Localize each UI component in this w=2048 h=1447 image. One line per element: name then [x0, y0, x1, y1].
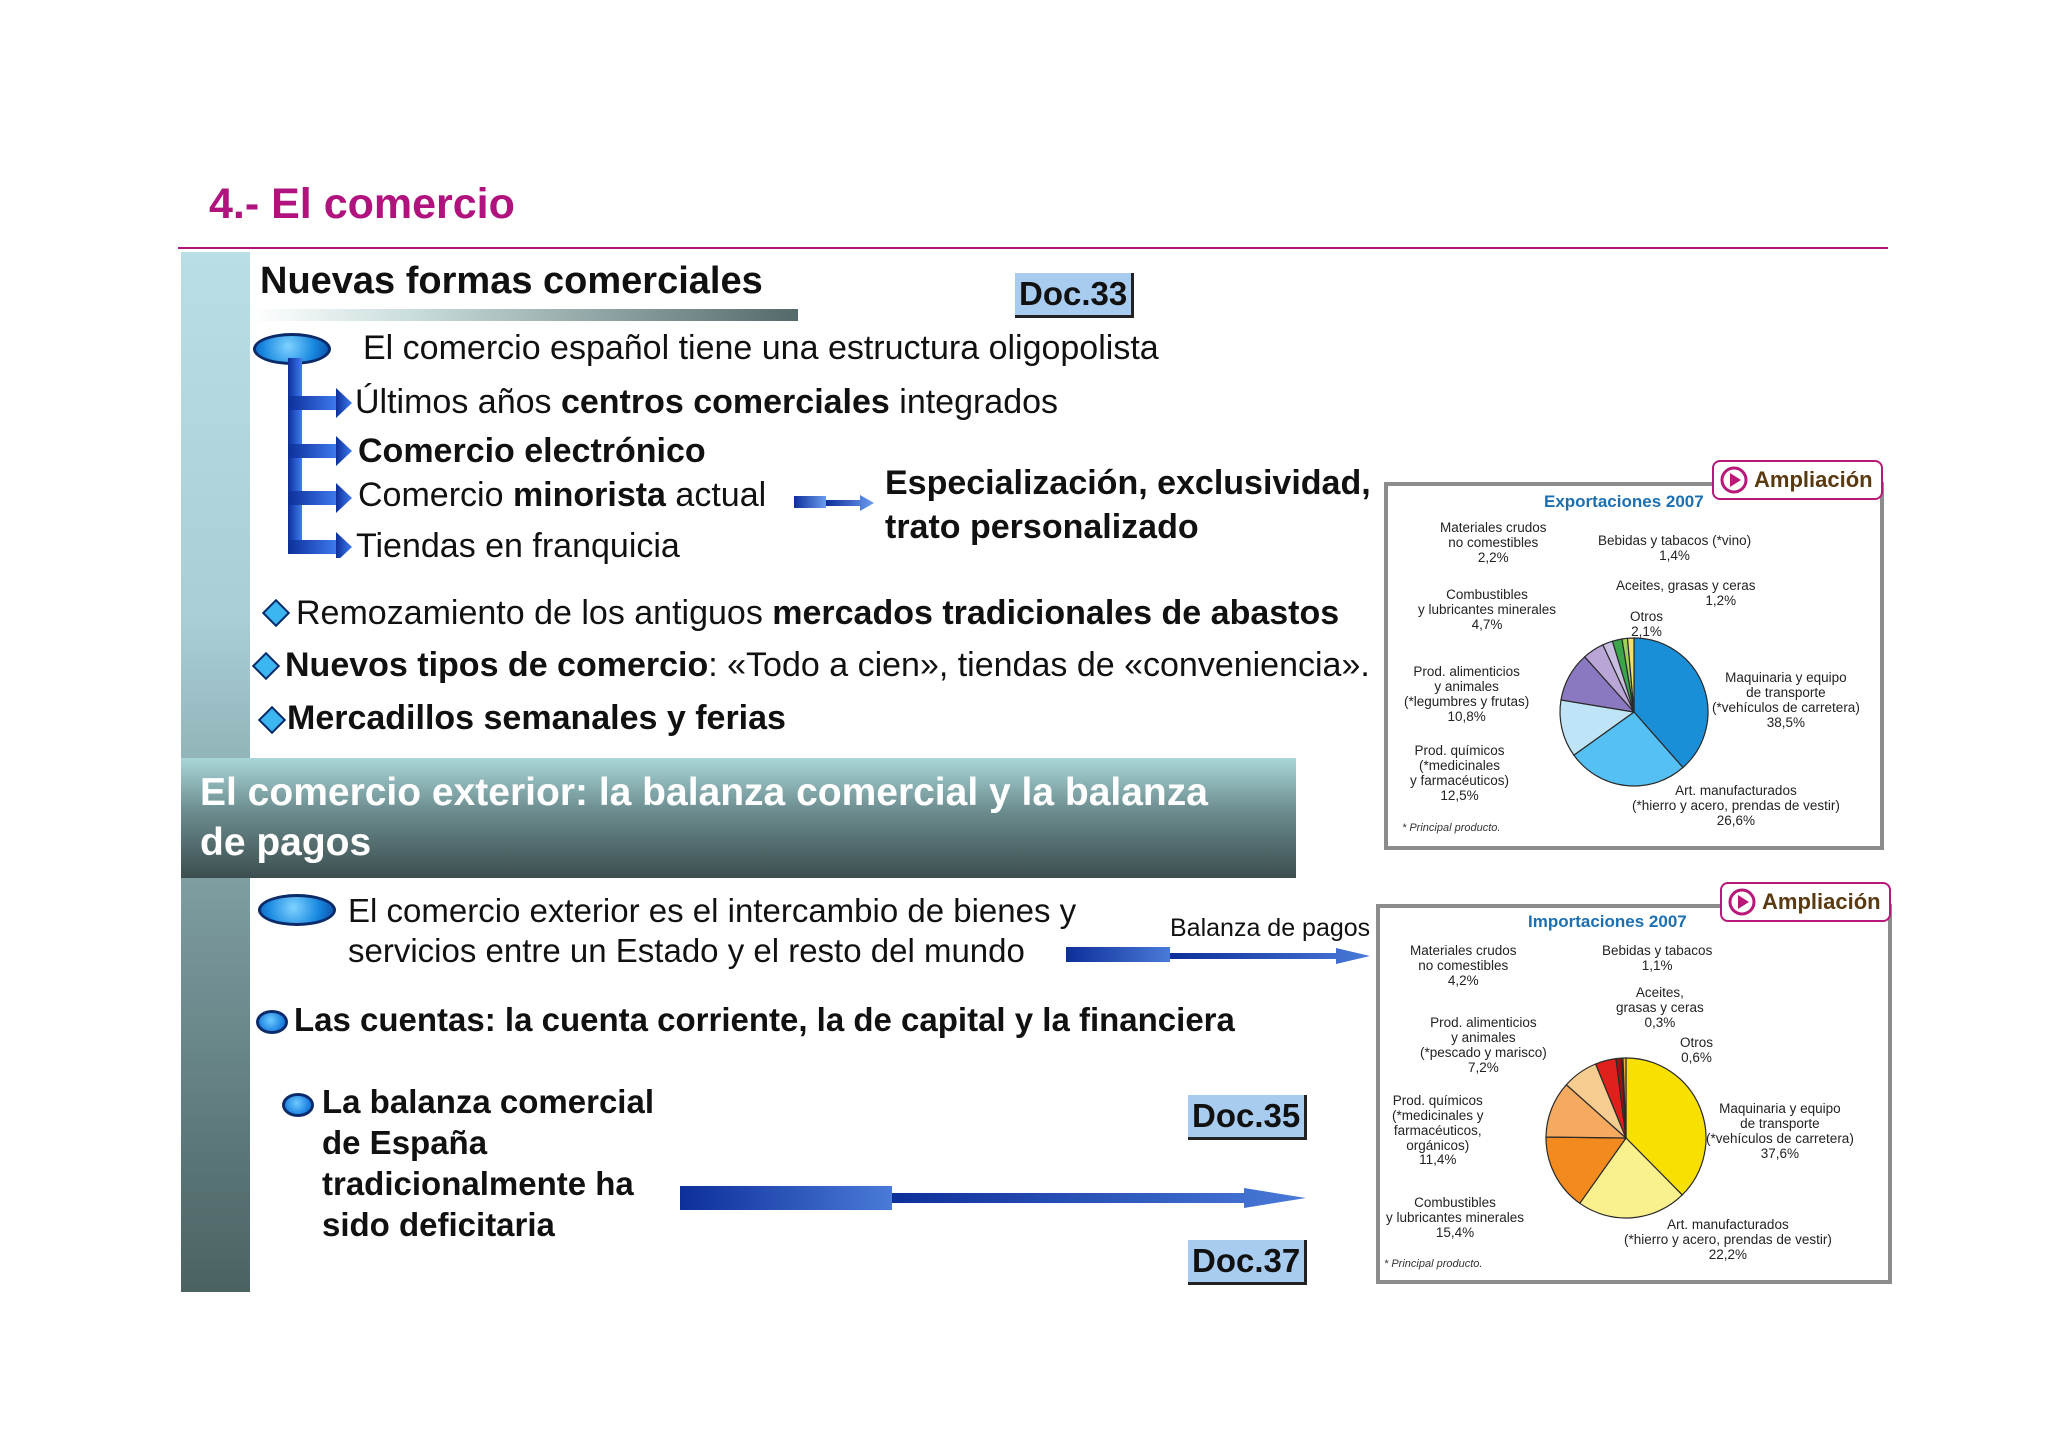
slice-label: Prod. químicos (*medicinales y farmacéuticos, orgánicos) 11,4% [1392, 1093, 1484, 1168]
diamond-bullet-icon [258, 706, 286, 734]
arrow-right-icon [1066, 944, 1370, 968]
slice-label: Combustibles y lubricantes minerales 4,7% [1418, 587, 1557, 632]
diamond-bullet-icon [262, 599, 290, 627]
slice-label: Otros 2,1% [1630, 609, 1664, 639]
slice-label: Aceites, grasas y ceras 0,3% [1616, 985, 1704, 1030]
doc35-label[interactable]: Doc.35 [1188, 1095, 1307, 1140]
slice-label: Aceites, grasas y ceras 1,2% [1616, 578, 1756, 608]
slice-label: Combustibles y lubricantes minerales 15,4% [1386, 1195, 1525, 1240]
cuentas-text: Las cuentas: la cuenta corriente, la de capital y la financiera [294, 1001, 1235, 1038]
ampliacion-label: Ampliación [1754, 467, 1873, 492]
bullet-text: Nuevos tipos de comercio: «Todo a cien», tiendas de «conveniencia». [285, 646, 1370, 684]
arrow-right-icon [794, 491, 874, 515]
page-title: 4.- El comercio [209, 180, 515, 228]
slice-label: Materiales crudos no comestibles 2,2% [1440, 520, 1547, 565]
slice-label: Bebidas y tabacos (*vino) 1,4% [1598, 533, 1752, 563]
intro-text: El comercio español tiene una estructura oligopolista [363, 329, 1159, 367]
chart-title: Exportaciones 2007 [1544, 492, 1704, 511]
section-heading-underline [250, 309, 798, 321]
slice-label: Prod. alimenticios y animales (*legumbres y frutas) 10,8% [1404, 664, 1530, 724]
doc33-label[interactable]: Doc.33 [1015, 273, 1134, 318]
play-icon [1720, 466, 1748, 494]
importaciones-chart [1376, 904, 1892, 1284]
list-item: Tiendas en franquicia [356, 527, 680, 565]
branch-arrows-icon [286, 358, 358, 558]
slice-label: Maquinaria y equipo de transporte (*vehículos de carretera) 37,6% [1706, 1101, 1854, 1161]
section-heading-comercio-exterior: El comercio exterior: la balanza comercial y la balanza de pagos [200, 771, 1208, 864]
doc37-label[interactable]: Doc.37 [1188, 1240, 1307, 1285]
slice-label: Materiales crudos no comestibles 4,2% [1410, 943, 1517, 988]
diamond-bullet-icon [252, 652, 280, 680]
slice-label: Otros 0,6% [1680, 1035, 1714, 1065]
slice-label: Maquinaria y equipo de transporte (*vehículos de carretera) 38,5% [1712, 670, 1860, 730]
chart-title: Importaciones 2007 [1528, 912, 1687, 931]
deficit-text: La balanza comercial de España tradicionalmente ha sido deficitaria [322, 1083, 654, 1243]
ampliacion-label: Ampliación [1762, 889, 1881, 914]
section-heading-nuevas-formas: Nuevas formas comerciales [260, 260, 763, 302]
slice-label: Art. manufacturados (*hierro y acero, prendas de vestir) 26,6% [1632, 783, 1840, 828]
slice-label: Prod. químicos (*medicinales y farmacéuticos) 12,5% [1410, 743, 1510, 803]
arrow-right-icon [680, 1182, 1306, 1214]
bullet-text: Mercadillos semanales y ferias [287, 699, 786, 737]
oval-bullet-icon [258, 894, 336, 926]
slice-label: Art. manufacturados (*hierro y acero, prendas de vestir) 22,2% [1624, 1217, 1832, 1262]
exportaciones-chart [1384, 482, 1884, 850]
bullet-text: Remozamiento de los antiguos mercados tradicionales de abastos [296, 594, 1340, 632]
ampliacion-button[interactable] [1720, 882, 1891, 922]
slice-label: Bebidas y tabacos 1,1% [1602, 943, 1713, 973]
ampliacion-button[interactable] [1712, 460, 1883, 500]
specialization-text: Especialización, exclusividad, trato personalizado [885, 464, 1371, 546]
list-item: Comercio minorista actual [358, 476, 767, 514]
definition-text: El comercio exterior es el intercambio de bienes y servicios entre un Estado y el resto del mundo [348, 892, 1077, 970]
play-icon [1728, 888, 1756, 916]
chart-footnote: * Principal producto. [1384, 1258, 1483, 1270]
chart-footnote: * Principal producto. [1402, 822, 1501, 834]
slice-label: Prod. alimenticios y animales (*pescado y marisco) 7,2% [1420, 1015, 1547, 1075]
list-item: Últimos años centros comerciales integrados [355, 383, 1059, 421]
dot-bullet-icon [282, 1093, 314, 1117]
title-divider [178, 247, 1888, 249]
balanza-de-pagos-label: Balanza de pagos [1170, 914, 1371, 942]
dot-bullet-icon [256, 1010, 288, 1034]
list-item: Comercio electrónico [358, 432, 706, 470]
